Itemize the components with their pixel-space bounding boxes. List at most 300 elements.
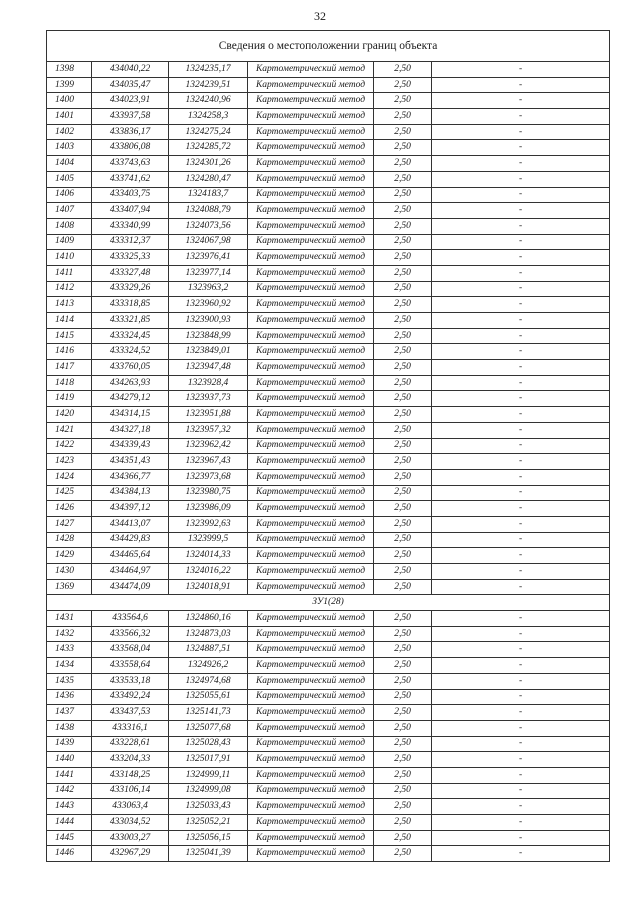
method-cell: Картометрический метод [248,579,374,595]
method-cell: Картометрический метод [248,736,374,752]
method-cell: Картометрический метод [248,422,374,438]
x-coordinate-cell: 434263,93 [92,375,169,391]
description-cell: - [432,830,610,846]
x-coordinate-cell: 434035,47 [92,77,169,93]
description-cell: - [432,422,610,438]
description-cell: - [432,93,610,109]
description-cell: - [432,705,610,721]
method-cell: Картометрический метод [248,328,374,344]
description-cell: - [432,407,610,423]
point-number-cell: 1430 [47,564,92,580]
description-cell: - [432,579,610,595]
description-cell: - [432,140,610,156]
y-coordinate-cell: 1324014,33 [169,548,248,564]
accuracy-cell: 2,50 [374,501,432,517]
table-title: Сведения о местоположении границ объекта [47,31,610,62]
accuracy-cell: 2,50 [374,140,432,156]
accuracy-cell: 2,50 [374,187,432,203]
x-coordinate-cell: 433148,25 [92,767,169,783]
method-cell: Картометрический метод [248,62,374,78]
description-cell: - [432,171,610,187]
table-row [47,642,610,658]
description-cell: - [432,281,610,297]
description-cell: - [432,611,610,627]
accuracy-cell: 2,50 [374,532,432,548]
method-cell: Картометрический метод [248,218,374,234]
table-row [47,485,610,501]
x-coordinate-cell: 433403,75 [92,187,169,203]
accuracy-cell: 2,50 [374,485,432,501]
description-cell: - [432,532,610,548]
method-cell: Картометрический метод [248,250,374,266]
method-cell: Картометрический метод [248,124,374,140]
accuracy-cell: 2,50 [374,626,432,642]
method-cell: Картометрический метод [248,344,374,360]
method-cell: Картометрический метод [248,846,374,862]
description-cell: - [432,454,610,470]
table-row [47,767,610,783]
y-coordinate-cell: 1323947,48 [169,360,248,376]
table-row [47,783,610,799]
x-coordinate-cell: 434384,13 [92,485,169,501]
y-coordinate-cell: 1323900,93 [169,313,248,329]
accuracy-cell: 2,50 [374,171,432,187]
method-cell: Картометрический метод [248,375,374,391]
point-number-cell: 1438 [47,720,92,736]
x-coordinate-cell: 434413,07 [92,516,169,532]
method-cell: Картометрический метод [248,783,374,799]
table-row [47,344,610,360]
point-number-cell: 1412 [47,281,92,297]
x-coordinate-cell: 433340,99 [92,218,169,234]
y-coordinate-cell: 1324926,2 [169,658,248,674]
point-number-cell: 1409 [47,234,92,250]
table-row [47,658,610,674]
description-cell: - [432,375,610,391]
x-coordinate-cell: 433228,61 [92,736,169,752]
accuracy-cell: 2,50 [374,752,432,768]
point-number-cell: 1445 [47,830,92,846]
accuracy-cell: 2,50 [374,422,432,438]
point-number-cell: 1411 [47,265,92,281]
point-number-cell: 1418 [47,375,92,391]
x-coordinate-cell: 433836,17 [92,124,169,140]
method-cell: Картометрический метод [248,203,374,219]
x-coordinate-cell: 433316,1 [92,720,169,736]
method-cell: Картометрический метод [248,391,374,407]
point-number-cell: 1407 [47,203,92,219]
table-row [47,422,610,438]
description-cell: - [432,783,610,799]
accuracy-cell: 2,50 [374,673,432,689]
accuracy-cell: 2,50 [374,658,432,674]
x-coordinate-cell: 433034,52 [92,815,169,831]
method-cell: Картометрический метод [248,407,374,423]
method-cell: Картометрический метод [248,501,374,517]
description-cell: - [432,642,610,658]
point-number-cell: 1415 [47,328,92,344]
table-row [47,140,610,156]
x-coordinate-cell: 434351,43 [92,454,169,470]
accuracy-cell: 2,50 [374,830,432,846]
point-number-cell: 1432 [47,626,92,642]
point-number-cell: 1410 [47,250,92,266]
table-row [47,124,610,140]
table-row [47,752,610,768]
accuracy-cell: 2,50 [374,548,432,564]
description-cell: - [432,799,610,815]
accuracy-cell: 2,50 [374,438,432,454]
x-coordinate-cell: 433063,4 [92,799,169,815]
y-coordinate-cell: 1323992,63 [169,516,248,532]
y-coordinate-cell: 1324183,7 [169,187,248,203]
description-cell: - [432,77,610,93]
point-number-cell: 1416 [47,344,92,360]
accuracy-cell: 2,50 [374,203,432,219]
x-coordinate-cell: 433558,64 [92,658,169,674]
table-row [47,438,610,454]
x-coordinate-cell: 434464,97 [92,564,169,580]
method-cell: Картометрический метод [248,532,374,548]
method-cell: Картометрический метод [248,626,374,642]
accuracy-cell: 2,50 [374,783,432,799]
description-cell: - [432,548,610,564]
method-cell: Картометрический метод [248,720,374,736]
y-coordinate-cell: 1323849,01 [169,344,248,360]
section-label: ЗУ1(28) [47,595,610,611]
x-coordinate-cell: 434429,83 [92,532,169,548]
table-row [47,250,610,266]
method-cell: Картометрический метод [248,548,374,564]
method-cell: Картометрический метод [248,673,374,689]
x-coordinate-cell: 433321,85 [92,313,169,329]
accuracy-cell: 2,50 [374,720,432,736]
method-cell: Картометрический метод [248,77,374,93]
method-cell: Картометрический метод [248,156,374,172]
accuracy-cell: 2,50 [374,281,432,297]
table-row [47,564,610,580]
table-row [47,516,610,532]
table-row [47,109,610,125]
point-number-cell: 1429 [47,548,92,564]
description-cell: - [432,438,610,454]
table-row [47,501,610,517]
table-row [47,846,610,862]
y-coordinate-cell: 1323977,14 [169,265,248,281]
y-coordinate-cell: 1324235,17 [169,62,248,78]
point-number-cell: 1423 [47,454,92,470]
table-row [47,720,610,736]
table-row [47,62,610,78]
x-coordinate-cell: 432967,29 [92,846,169,862]
table-row [47,532,610,548]
method-cell: Картометрический метод [248,265,374,281]
table-row [47,705,610,721]
method-cell: Картометрический метод [248,658,374,674]
y-coordinate-cell: 1325033,43 [169,799,248,815]
accuracy-cell: 2,50 [374,815,432,831]
x-coordinate-cell: 434339,43 [92,438,169,454]
method-cell: Картометрический метод [248,799,374,815]
description-cell: - [432,501,610,517]
table-row [47,579,610,595]
table-row [47,203,610,219]
accuracy-cell: 2,50 [374,579,432,595]
point-number-cell: 1408 [47,218,92,234]
y-coordinate-cell: 1325028,43 [169,736,248,752]
point-number-cell: 1421 [47,422,92,438]
accuracy-cell: 2,50 [374,689,432,705]
method-cell: Картометрический метод [248,171,374,187]
point-number-cell: 1406 [47,187,92,203]
method-cell: Картометрический метод [248,469,374,485]
x-coordinate-cell: 434040,22 [92,62,169,78]
method-cell: Картометрический метод [248,767,374,783]
method-cell: Картометрический метод [248,360,374,376]
table-row [47,328,610,344]
accuracy-cell: 2,50 [374,109,432,125]
point-number-cell: 1369 [47,579,92,595]
table-row [47,673,610,689]
description-cell: - [432,673,610,689]
method-cell: Картометрический метод [248,109,374,125]
method-cell: Картометрический метод [248,752,374,768]
x-coordinate-cell: 434397,12 [92,501,169,517]
method-cell: Картометрический метод [248,234,374,250]
method-cell: Картометрический метод [248,689,374,705]
x-coordinate-cell: 433564,6 [92,611,169,627]
x-coordinate-cell: 434327,18 [92,422,169,438]
y-coordinate-cell: 1325077,68 [169,720,248,736]
y-coordinate-cell: 1323937,73 [169,391,248,407]
x-coordinate-cell: 433937,58 [92,109,169,125]
method-cell: Картометрический метод [248,140,374,156]
description-cell: - [432,218,610,234]
description-cell: - [432,187,610,203]
description-cell: - [432,344,610,360]
y-coordinate-cell: 1324088,79 [169,203,248,219]
point-number-cell: 1398 [47,62,92,78]
accuracy-cell: 2,50 [374,705,432,721]
y-coordinate-cell: 1324999,08 [169,783,248,799]
x-coordinate-cell: 433492,24 [92,689,169,705]
point-number-cell: 1424 [47,469,92,485]
description-cell: - [432,234,610,250]
x-coordinate-cell: 433324,45 [92,328,169,344]
table-row [47,689,610,705]
x-coordinate-cell: 433204,33 [92,752,169,768]
table-row [47,265,610,281]
section-row [47,595,610,611]
description-cell: - [432,265,610,281]
y-coordinate-cell: 1323999,5 [169,532,248,548]
method-cell: Картометрический метод [248,313,374,329]
x-coordinate-cell: 434314,15 [92,407,169,423]
description-cell: - [432,469,610,485]
accuracy-cell: 2,50 [374,93,432,109]
y-coordinate-cell: 1323848,99 [169,328,248,344]
description-cell: - [432,360,610,376]
boundary-table [46,30,610,862]
table-row [47,218,610,234]
y-coordinate-cell: 1323973,68 [169,469,248,485]
y-coordinate-cell: 1324275,24 [169,124,248,140]
y-coordinate-cell: 1324258,3 [169,109,248,125]
point-number-cell: 1403 [47,140,92,156]
x-coordinate-cell: 433743,63 [92,156,169,172]
table-row [47,171,610,187]
accuracy-cell: 2,50 [374,156,432,172]
method-cell: Картометрический метод [248,297,374,313]
accuracy-cell: 2,50 [374,313,432,329]
accuracy-cell: 2,50 [374,375,432,391]
x-coordinate-cell: 433329,26 [92,281,169,297]
y-coordinate-cell: 1325141,73 [169,705,248,721]
point-number-cell: 1433 [47,642,92,658]
point-number-cell: 1426 [47,501,92,517]
point-number-cell: 1419 [47,391,92,407]
point-number-cell: 1434 [47,658,92,674]
description-cell: - [432,815,610,831]
y-coordinate-cell: 1323967,43 [169,454,248,470]
y-coordinate-cell: 1324285,72 [169,140,248,156]
method-cell: Картометрический метод [248,642,374,658]
table-row [47,736,610,752]
description-cell: - [432,297,610,313]
method-cell: Картометрический метод [248,438,374,454]
y-coordinate-cell: 1324860,16 [169,611,248,627]
table-row [47,830,610,846]
table-row [47,234,610,250]
point-number-cell: 1399 [47,77,92,93]
method-cell: Картометрический метод [248,611,374,627]
y-coordinate-cell: 1325056,15 [169,830,248,846]
accuracy-cell: 2,50 [374,328,432,344]
table-row [47,93,610,109]
method-cell: Картометрический метод [248,281,374,297]
point-number-cell: 1420 [47,407,92,423]
accuracy-cell: 2,50 [374,469,432,485]
description-cell: - [432,62,610,78]
accuracy-cell: 2,50 [374,767,432,783]
accuracy-cell: 2,50 [374,344,432,360]
table-row [47,156,610,172]
table-row [47,281,610,297]
point-number-cell: 1425 [47,485,92,501]
description-cell: - [432,485,610,501]
x-coordinate-cell: 434366,77 [92,469,169,485]
table-row [47,407,610,423]
y-coordinate-cell: 1324887,51 [169,642,248,658]
description-cell: - [432,328,610,344]
y-coordinate-cell: 1324999,11 [169,767,248,783]
x-coordinate-cell: 433324,52 [92,344,169,360]
accuracy-cell: 2,50 [374,799,432,815]
method-cell: Картометрический метод [248,564,374,580]
accuracy-cell: 2,50 [374,250,432,266]
point-number-cell: 1401 [47,109,92,125]
point-number-cell: 1427 [47,516,92,532]
y-coordinate-cell: 1323962,42 [169,438,248,454]
description-cell: - [432,391,610,407]
x-coordinate-cell: 433312,37 [92,234,169,250]
table-title-row [47,31,610,62]
x-coordinate-cell: 433741,62 [92,171,169,187]
y-coordinate-cell: 1324301,26 [169,156,248,172]
description-cell: - [432,313,610,329]
description-cell: - [432,564,610,580]
y-coordinate-cell: 1323928,4 [169,375,248,391]
point-number-cell: 1404 [47,156,92,172]
method-cell: Картометрический метод [248,516,374,532]
y-coordinate-cell: 1324974,68 [169,673,248,689]
y-coordinate-cell: 1324018,91 [169,579,248,595]
accuracy-cell: 2,50 [374,407,432,423]
point-number-cell: 1405 [47,171,92,187]
y-coordinate-cell: 1323963,2 [169,281,248,297]
point-number-cell: 1446 [47,846,92,862]
accuracy-cell: 2,50 [374,77,432,93]
accuracy-cell: 2,50 [374,62,432,78]
accuracy-cell: 2,50 [374,234,432,250]
x-coordinate-cell: 433568,04 [92,642,169,658]
x-coordinate-cell: 434465,64 [92,548,169,564]
x-coordinate-cell: 433318,85 [92,297,169,313]
accuracy-cell: 2,50 [374,124,432,140]
point-number-cell: 1437 [47,705,92,721]
point-number-cell: 1440 [47,752,92,768]
y-coordinate-cell: 1323976,41 [169,250,248,266]
description-cell: - [432,752,610,768]
y-coordinate-cell: 1324240,96 [169,93,248,109]
x-coordinate-cell: 434023,91 [92,93,169,109]
table-row [47,391,610,407]
y-coordinate-cell: 1324016,22 [169,564,248,580]
method-cell: Картометрический метод [248,815,374,831]
x-coordinate-cell: 433003,27 [92,830,169,846]
description-cell: - [432,689,610,705]
accuracy-cell: 2,50 [374,611,432,627]
description-cell: - [432,846,610,862]
point-number-cell: 1431 [47,611,92,627]
accuracy-cell: 2,50 [374,391,432,407]
y-coordinate-cell: 1324280,47 [169,171,248,187]
x-coordinate-cell: 433806,08 [92,140,169,156]
description-cell: - [432,250,610,266]
method-cell: Картометрический метод [248,454,374,470]
x-coordinate-cell: 433437,53 [92,705,169,721]
point-number-cell: 1435 [47,673,92,689]
x-coordinate-cell: 433407,94 [92,203,169,219]
point-number-cell: 1443 [47,799,92,815]
point-number-cell: 1413 [47,297,92,313]
y-coordinate-cell: 1323960,92 [169,297,248,313]
x-coordinate-cell: 433533,18 [92,673,169,689]
accuracy-cell: 2,50 [374,736,432,752]
table-row [47,360,610,376]
x-coordinate-cell: 434279,12 [92,391,169,407]
x-coordinate-cell: 433327,48 [92,265,169,281]
x-coordinate-cell: 433106,14 [92,783,169,799]
method-cell: Картометрический метод [248,187,374,203]
table-row [47,313,610,329]
accuracy-cell: 2,50 [374,642,432,658]
table-row [47,454,610,470]
y-coordinate-cell: 1325017,91 [169,752,248,768]
method-cell: Картометрический метод [248,705,374,721]
accuracy-cell: 2,50 [374,218,432,234]
table-row [47,799,610,815]
